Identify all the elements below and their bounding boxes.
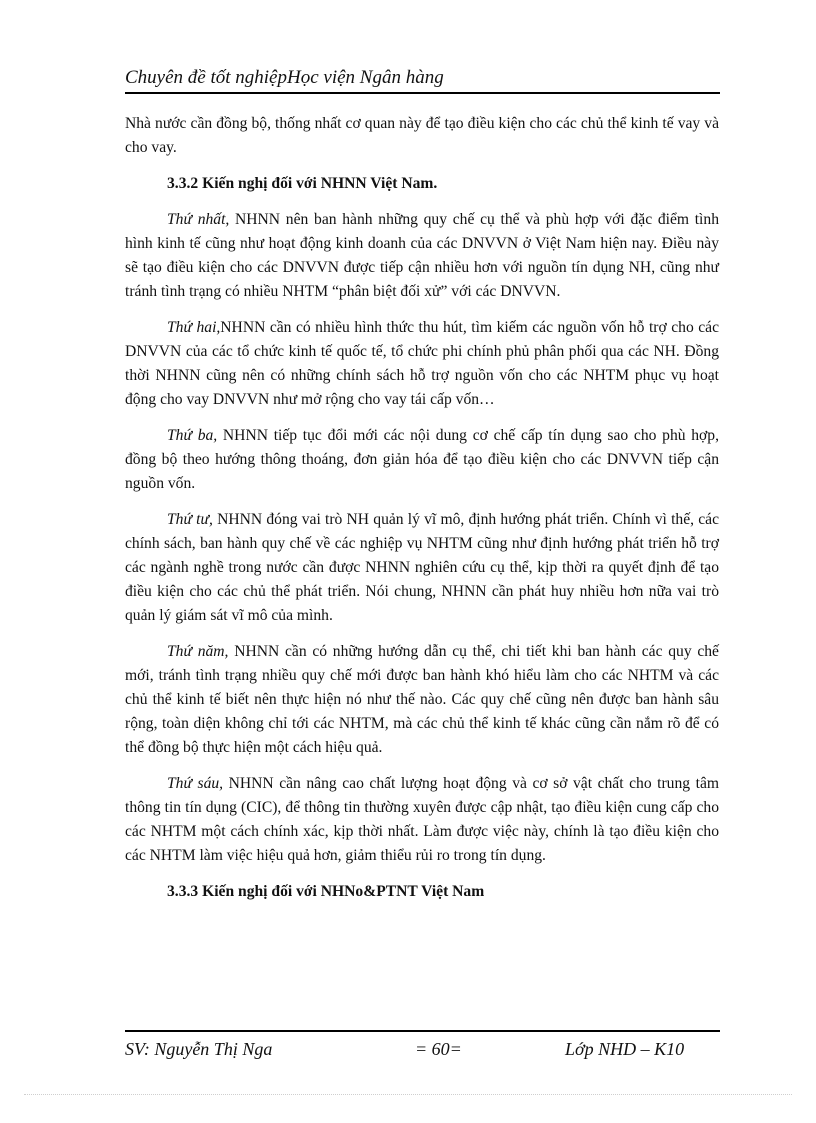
paragraph-lead: Thứ hai, [167,319,221,336]
paragraph-2 [125,316,719,412]
paragraph-lead: Thứ sáu, [167,775,224,792]
paragraph-lead: Thứ ba, [167,427,218,444]
paragraph-5 [125,640,719,760]
paragraph-lead: Thứ nhất, [167,211,230,228]
paragraph-6 [125,772,719,868]
page-footer [125,1036,719,1062]
paragraph-3 [125,424,719,496]
paragraph-text: NHNN nên ban hành những quy chế cụ thể và phù hợp với đặc điểm tình hình kinh tế cũng như hoạt động kinh doanh của các DNVVN ở Việt Nam hiện nay. Điều này sẽ tạo điều kiện cho các DNVVN được tiếp cận nhiều hơn với nguồn tín dụng NH, cũng như tránh tình trạng có nhiều NHTM “phân biệt đối xử” với các DNVVN. [125,211,719,300]
paragraph-text: NHNN cần nâng cao chất lượng hoạt động và cơ sở vật chất cho trung tâm thông tin tín dụng (CIC), để thông tin thường xuyên được cập nhật, tạo điều kiện cung cấp cho các NHTM một cách chính xác, kịp thời nhất. Làm được việc này, chính là tạo điều kiện cho các NHTM làm việc hiệu quả hơn, giảm thiểu rủi ro trong tín dụng. [125,775,719,864]
header-divider [125,92,720,94]
page-edge-divider [24,1094,792,1095]
paragraph-4 [125,508,719,628]
paragraph-text: NHNN cần có những hướng dẫn cụ thể, chi tiết khi ban hành các quy chế mới, tránh tình trạng nhiều quy chế mới được ban hành khó hiểu làm cho các NHTM và các chủ thể kinh tế biết nên thực hiện nó như thế nào. Các quy chế cũng nên được ban hành sâu rộng, toàn diện không chỉ tới các NHTM, mà các chủ thể kinh tế khác cũng cần nắm rõ để có thể đồng bộ thực hiện một cách hiệu quả. [125,643,719,756]
section-heading-3-3-3: 3.3.3 Kiến nghị đối với NHNo&PTNT Việt Nam [167,883,485,900]
intro-paragraph: Nhà nước cần đồng bộ, thống nhất cơ quan này để tạo điều kiện cho các chủ thể kinh tế vay và cho vay. [125,115,719,156]
section-heading-3-3-2: 3.3.2 Kiến nghị đối với NHNN Việt Nam. [167,175,438,192]
document-body [125,112,719,916]
footer-student: SV: Nguyễn Thị Nga [125,1039,273,1059]
paragraph-text: NHNN cần có nhiều hình thức thu hút, tìm kiếm các nguồn vốn hỗ trợ cho các DNVVN của các tổ chức kinh tế quốc tế, tổ chức phi chính phủ phân phối qua các NH. Đồng thời NHNN cũng nên có những chính sách hỗ trợ nguồn vốn cho các NHTM phục vụ hoạt động cho vay DNVVN như mở rộng cho vay tái cấp vốn… [125,319,719,408]
paragraph-text: NHNN tiếp tục đổi mới các nội dung cơ chế cấp tín dụng sao cho phù hợp, đồng bộ theo hướng thông thoáng, đơn giản hóa để tạo điều kiện cho các DNVVN tiếp cận nguồn vốn. [125,427,719,492]
footer-page-number: = 60= [415,1039,462,1059]
footer-class: Lớp NHD – K10 [565,1039,685,1059]
footer-divider [125,1030,720,1032]
page-header [125,66,719,90]
paragraph-lead: Thứ tư, [167,511,213,528]
paragraph-1 [125,208,719,304]
paragraph-text: NHNN đóng vai trò NH quản lý vĩ mô, định hướng phát triển. Chính vì thế, các chính sách, ban hành quy chế về các nghiệp vụ NHTM cũng như định hướng phát triển hỗ trợ các ngành nghề trong nước cần được NHNN nghiên cứu cụ thể, kịp thời ra quyết định để tạo điều kiện cho các chủ thể phát triển. Nói chung, NHNN cần phát huy nhiều hơn nữa vai trò quản lý giám sát vĩ mô của mình. [125,511,719,624]
paragraph-lead: Thứ năm, [167,643,229,660]
header-title: Chuyên đề tốt nghiệpHọc viện Ngân hàng [125,67,444,88]
